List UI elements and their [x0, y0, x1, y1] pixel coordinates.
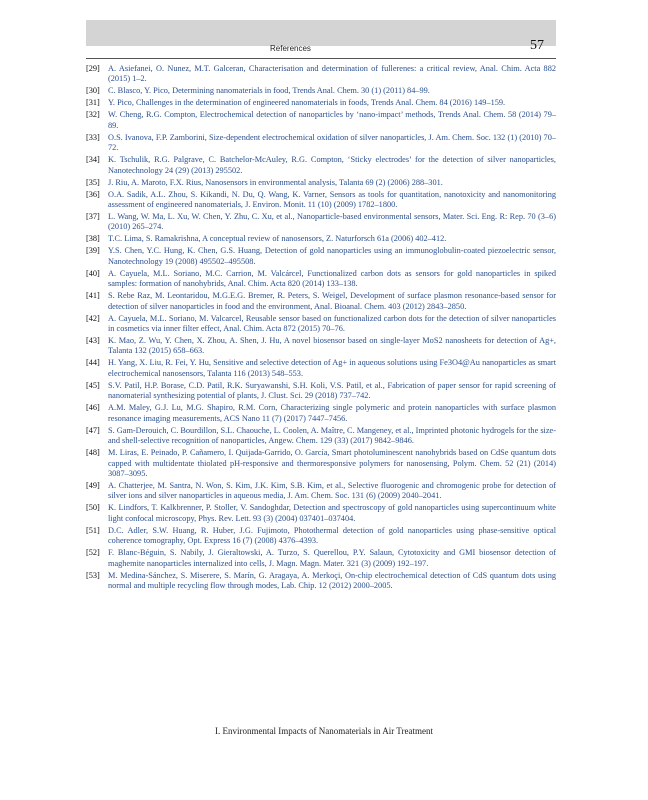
reference-number: [34] [86, 155, 100, 165]
reference-item [86, 448, 556, 479]
reference-link[interactable]: S. Gam-Derouich, C. Bourdillon, S.L. Chaouche, L. Coolen, A. Maître, C. Mangeney, et al., Imprinted photonic hydrogels for the size- and shell-selective recognition of nanoparticles, Angew. Chem. 129 (33) (2017) 9842–9846. [108, 425, 556, 446]
reference-link[interactable]: Y. Pico, Challenges in the determination of engineered nanomaterials in foods, Trends Anal. Chem. 84 (2016) 149–159. [108, 98, 506, 108]
reference-link[interactable]: S.V. Patil, H.P. Borase, C.D. Patil, R.K. Suryawanshi, S.H. Koli, V.S. Patil, et al., Fabrication of paper sensor for rapid screening of nanomaterial synthesizing potential of plants, J. Clust. Sci. 29 (2018) 737–742. [108, 380, 556, 401]
reference-number: [49] [86, 480, 100, 490]
reference-number: [32] [86, 110, 100, 120]
reference-number: [46] [86, 403, 100, 413]
reference-number: [36] [86, 189, 100, 199]
reference-number: [44] [86, 358, 100, 368]
reference-link[interactable]: D.C. Adler, S.W. Huang, R. Huber, J.G. Fujimoto, Photothermal detection of gold nanoparticles using phase-sensitive optical coherence tomography, Opt. Express 16 (7) (2008) 4376–4393. [108, 525, 556, 546]
reference-item [86, 426, 556, 447]
reference-item [86, 526, 556, 547]
reference-item [86, 86, 556, 96]
reference-link[interactable]: L. Wang, W. Ma, L. Xu, W. Chen, Y. Zhu, C. Xu, et al., Nanoparticle-based environmental sensors, Mater. Sci. Eng. R: Rep. 70 (3–6) (2010) 265–274. [108, 212, 556, 232]
reference-item [86, 503, 556, 524]
reference-number: [48] [86, 448, 100, 458]
reference-link[interactable]: M. Medina-Sánchez, S. Miserere, S. Marín, G. Aragaya, A. Merkoçi, On-chip electrochemical detection of CdS quantum dots using normal and multiple recycling flow through modes, Lab. Chip. 12 (2012) 2000–2005. [108, 570, 556, 590]
reference-item [86, 381, 556, 402]
reference-link[interactable]: C. Blasco, Y. Pico, Determining nanomaterials in food, Trends Anal. Chem. 30 (1) (2011) 84–99. [108, 86, 430, 96]
reference-item [86, 246, 556, 267]
reference-link[interactable]: T.C. Lima, S. Ramakrishna, A conceptual review of nanosensors, Z. Naturforsch 61a (2006) 402–412. [108, 234, 447, 244]
reference-link[interactable]: A. Cayuela, M.L. Soriano, M. Valcarcel, Reusable sensor based on functionalized carbon dots for the detection of silver nanoparticles in cosmetics via inner filter effect, Anal. Chim. Acta 872 (2015) 70–76. [108, 313, 556, 334]
reference-item [86, 234, 556, 244]
reference-number: [37] [86, 212, 100, 222]
reference-number: [39] [86, 246, 100, 256]
reference-list [86, 64, 556, 593]
reference-item [86, 481, 556, 502]
reference-item [86, 291, 556, 312]
reference-number: [41] [86, 291, 100, 301]
reference-number: [53] [86, 570, 100, 580]
reference-number: [50] [86, 503, 100, 513]
reference-link[interactable]: A. Cayuela, M.L. Soriano, M.C. Carrion, M. Valcárcel, Functionalized carbon dots as sensors for gold nanoparticles in spiked samples: formation of nanohybrids, Anal. Chim. Acta 820 (2014) 133–138. [108, 268, 556, 289]
reference-item [86, 98, 556, 108]
reference-number: [45] [86, 380, 100, 390]
reference-item [86, 155, 556, 176]
reference-link[interactable]: O.S. Ivanova, F.P. Zamborini, Size-dependent electrochemical oxidation of silver nanoparticles, J. Am. Chem. Soc. 132 (1) (2010) 70–72. [108, 132, 556, 153]
reference-number: [31] [86, 98, 100, 108]
reference-item [86, 336, 556, 357]
reference-number: [38] [86, 234, 100, 244]
reference-item [86, 403, 556, 424]
reference-number: [42] [86, 313, 100, 323]
reference-number: [30] [86, 86, 100, 96]
reference-link[interactable]: W. Cheng, R.G. Compton, Electrochemical detection of nanoparticles by ‘nano-impact’ methods, Trends Anal. Chem. 58 (2014) 79–89. [108, 110, 556, 130]
reference-link[interactable]: H. Yang, X. Liu, R. Fei, Y. Hu, Sensitive and selective detection of Ag+ in aqueous solutions using Fe3O4@Au nanoparticles as smart electrochemical nanosensors, Talanta 116 (2013) 548–553. [108, 358, 556, 378]
running-head: References [270, 44, 311, 53]
reference-item [86, 269, 556, 290]
reference-link[interactable]: M. Liras, E. Peinado, P. Cañamero, I. Quijada-Garrido, O. García, Smart photoluminescent nanohybrids based on CdSe quantum dots capped with multidentate thiolated pH-responsive and thermoresponsive polymers for nanosensing, Polym. Chem. 52 (21) (2014) 3087–3095. [108, 448, 556, 478]
reference-link[interactable]: K. Lindfors, T. Kalkbrenner, P. Stoller, V. Sandoghdar, Detection and spectroscopy of gold nanoparticles using supercontinuum white light confocal microscopy, Phys. Rev. Lett. 93 (3) (2004) 037401–037404. [108, 503, 556, 523]
reference-item [86, 571, 556, 592]
reference-number: [35] [86, 177, 100, 187]
reference-link[interactable]: S. Rebe Raz, M. Leontaridou, M.G.E.G. Bremer, R. Peters, S. Weigel, Development of surface plasmon resonance-based sensor for detection of silver nanoparticles in food and the environment, Anal. Bioanal. Chem. 403 (2012) 2843–2850. [108, 291, 556, 311]
page-number: 57 [530, 38, 544, 53]
reference-item [86, 64, 556, 85]
reference-link[interactable]: K. Tschulik, R.G. Palgrave, C. Batchelor-McAuley, R.G. Compton, ‘Sticky electrodes’ for the detection of silver nanoparticles, Nanotechnology 24 (29) (2013) 295502. [108, 155, 556, 175]
header-band [86, 20, 556, 46]
reference-item [86, 133, 556, 154]
reference-link[interactable]: F. Blanc-Béguin, S. Nabily, J. Gieraltowski, A. Turzo, S. Querellou, P.Y. Salaun, Cytotoxicity and GMI biosensor detection of maghemite nanoparticles internalized into cells, J. Magn. Magn. Mater. 321 (3) (2009) 192–197. [108, 548, 556, 568]
reference-item [86, 190, 556, 211]
reference-link[interactable]: Y.S. Chen, Y.C. Hung, K. Chen, G.S. Huang, Detection of gold nanoparticles using an immunoglobulin-coated piezoelectric sensor, Nanotechnology 19 (2008) 495502–495508. [108, 246, 556, 266]
reference-item [86, 548, 556, 569]
reference-number: [43] [86, 336, 100, 346]
reference-number: [29] [86, 64, 100, 73]
reference-item [86, 212, 556, 233]
reference-number: [52] [86, 548, 100, 558]
footer-part-title: I. Environmental Impacts of Nanomaterials in Air Treatment [215, 726, 433, 736]
header-divider [86, 58, 556, 59]
reference-item [86, 314, 556, 335]
reference-link[interactable]: K. Mao, Z. Wu, Y. Chen, X. Zhou, A. Shen, J. Hu, A novel biosensor based on single-layer MoS2 nanosheets for detection of Ag+, Talanta 132 (2015) 658–663. [108, 336, 556, 356]
reference-item [86, 178, 556, 188]
reference-link[interactable]: A. Asiefanei, O. Nunez, M.T. Galceran, Characterisation and determination of fullerenes: a critical review, Anal. Chim. Acta 882 (2015) 1–2. [108, 64, 556, 84]
reference-link[interactable]: A.M. Maley, G.J. Lu, M.G. Shapiro, R.M. Corn, Characterizing single polymeric and protein nanoparticles with surface plasmon resonance imaging measurements, ACS Nano 11 (7) (2017) 7447–7456. [108, 403, 556, 423]
reference-number: [33] [86, 132, 100, 142]
reference-number: [51] [86, 525, 100, 535]
reference-item [86, 110, 556, 131]
reference-link[interactable]: O.A. Sadik, A.L. Zhou, S. Kikandi, N. Du, Q. Wang, K. Varner, Sensors as tools for quantitation, nanotoxicity and nanomonitoring assessment of engineered nanomaterials, J. Environ. Monit. 11 (10) (2009) 1782–1800. [108, 189, 556, 210]
reference-number: [40] [86, 268, 100, 278]
reference-number: [47] [86, 425, 100, 435]
reference-item [86, 358, 556, 379]
reference-link[interactable]: J. Riu, A. Maroto, F.X. Rius, Nanosensors in environmental analysis, Talanta 69 (2) (2006) 288–301. [108, 177, 443, 187]
reference-link[interactable]: A. Chatterjee, M. Santra, N. Won, S. Kim, J.K. Kim, S.B. Kim, et al., Selective fluorogenic and chromogenic probe for detection of silver ions and silver nanoparticles in aqueous media, J. Am. Chem. Soc. 131 (6) (2009) 2040–2041. [108, 480, 556, 501]
